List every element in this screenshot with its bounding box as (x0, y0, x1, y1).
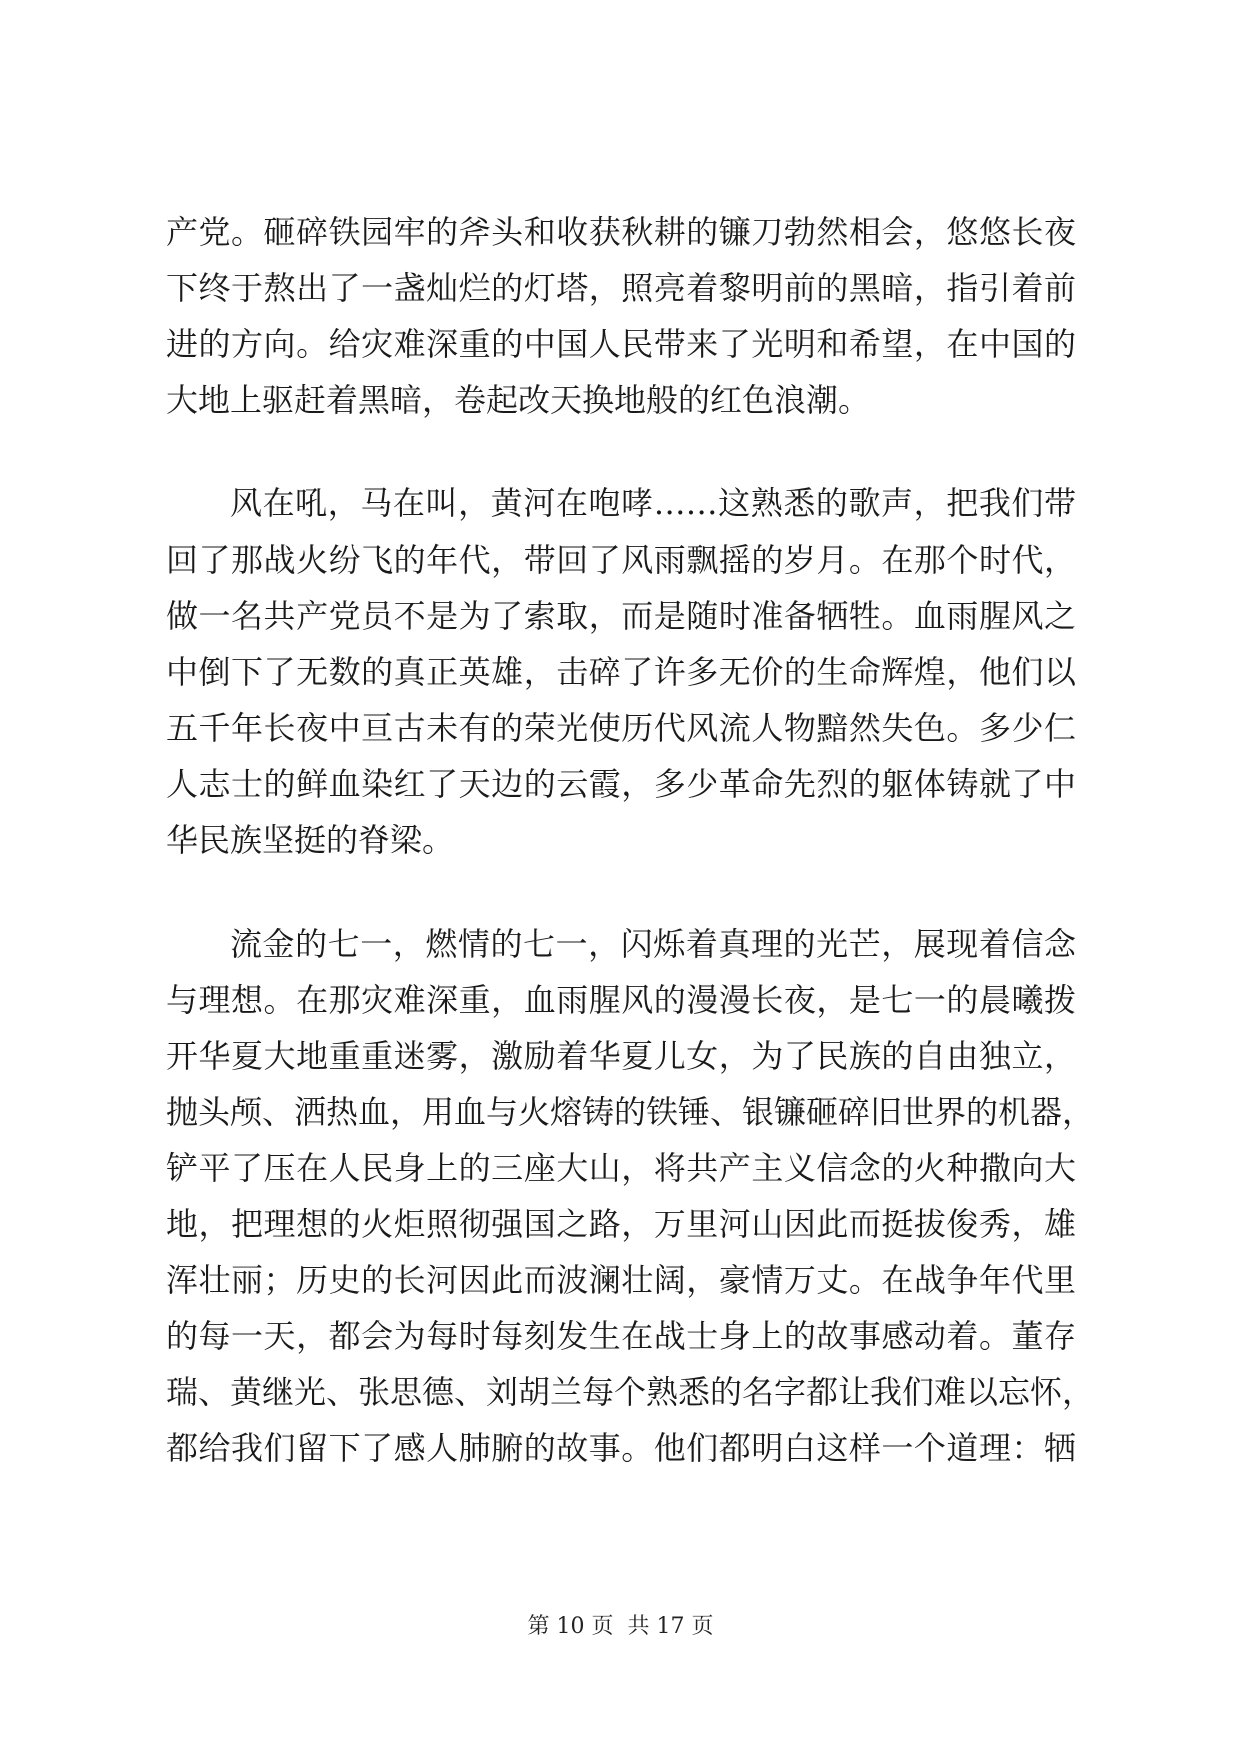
body-line: 回了那战火纷飞的年代，带回了风雨飘摇的岁月。在那个时代， (166, 541, 1076, 579)
body-line: 都给我们留下了感人肺腑的故事。他们都明白这样一个道理：牺 (166, 1429, 1076, 1467)
paragraph-first-line: 流金的七一，燃情的七一，闪烁着真理的光芒，展现着信念 (230, 925, 1076, 963)
body-line: 抛头颅、洒热血，用血与火熔铸的铁锤、银镰砸碎旧世界的机器， (166, 1093, 1095, 1131)
page-footer (0, 1609, 1241, 1645)
body-line: 五千年长夜中亘古未有的荣光使历代风流人物黯然失色。多少仁 (166, 709, 1076, 747)
body-line: 的每一天，都会为每时每刻发生在战士身上的故事感动着。董存 (166, 1317, 1076, 1355)
body-line: 人志士的鲜血染红了天边的云霞，多少革命先烈的躯体铸就了中 (166, 765, 1076, 803)
body-line: 铲平了压在人民身上的三座大山，将共产主义信念的火种撒向大 (166, 1149, 1076, 1187)
body-line: 中倒下了无数的真正英雄，击碎了许多无价的生命辉煌，他们以 (166, 653, 1076, 691)
body-line: 华民族坚挺的脊梁。 (166, 821, 455, 859)
body-line: 地，把理想的火炬照彻强国之路，万里河山因此而挺拔俊秀，雄 (166, 1205, 1076, 1243)
body-line: 下终于熬出了一盏灿烂的灯塔，照亮着黎明前的黑暗，指引着前 (166, 269, 1076, 307)
body-line: 浑壮丽；历史的长河因此而波澜壮阔，豪情万丈。在战争年代里 (166, 1261, 1076, 1299)
body-line: 开华夏大地重重迷雾，激励着华夏儿女，为了民族的自由独立， (166, 1037, 1076, 1075)
body-line: 产党。砸碎铁园牢的斧头和收获秋耕的镰刀勃然相会，悠悠长夜 (166, 213, 1076, 251)
body-line: 瑞、黄继光、张思德、刘胡兰每个熟悉的名字都让我们难以忘怀， (166, 1373, 1095, 1411)
body-line: 做一名共产党员不是为了索取，而是随时准备牺牲。血雨腥风之 (166, 597, 1076, 635)
page-number-label: 第 10 页 共 17 页 (527, 1614, 714, 1639)
body-line: 大地上驱赶着黑暗，卷起改天换地般的红色浪潮。 (166, 381, 871, 419)
body-line: 与理想。在那灾难深重，血雨腥风的漫漫长夜，是七一的晨曦拨 (166, 981, 1076, 1019)
body-line: 进的方向。给灾难深重的中国人民带来了光明和希望，在中国的 (166, 325, 1076, 363)
paragraph-first-line: 风在吼，马在叫，黄河在咆哮……这熟悉的歌声，把我们带 (230, 484, 1076, 522)
